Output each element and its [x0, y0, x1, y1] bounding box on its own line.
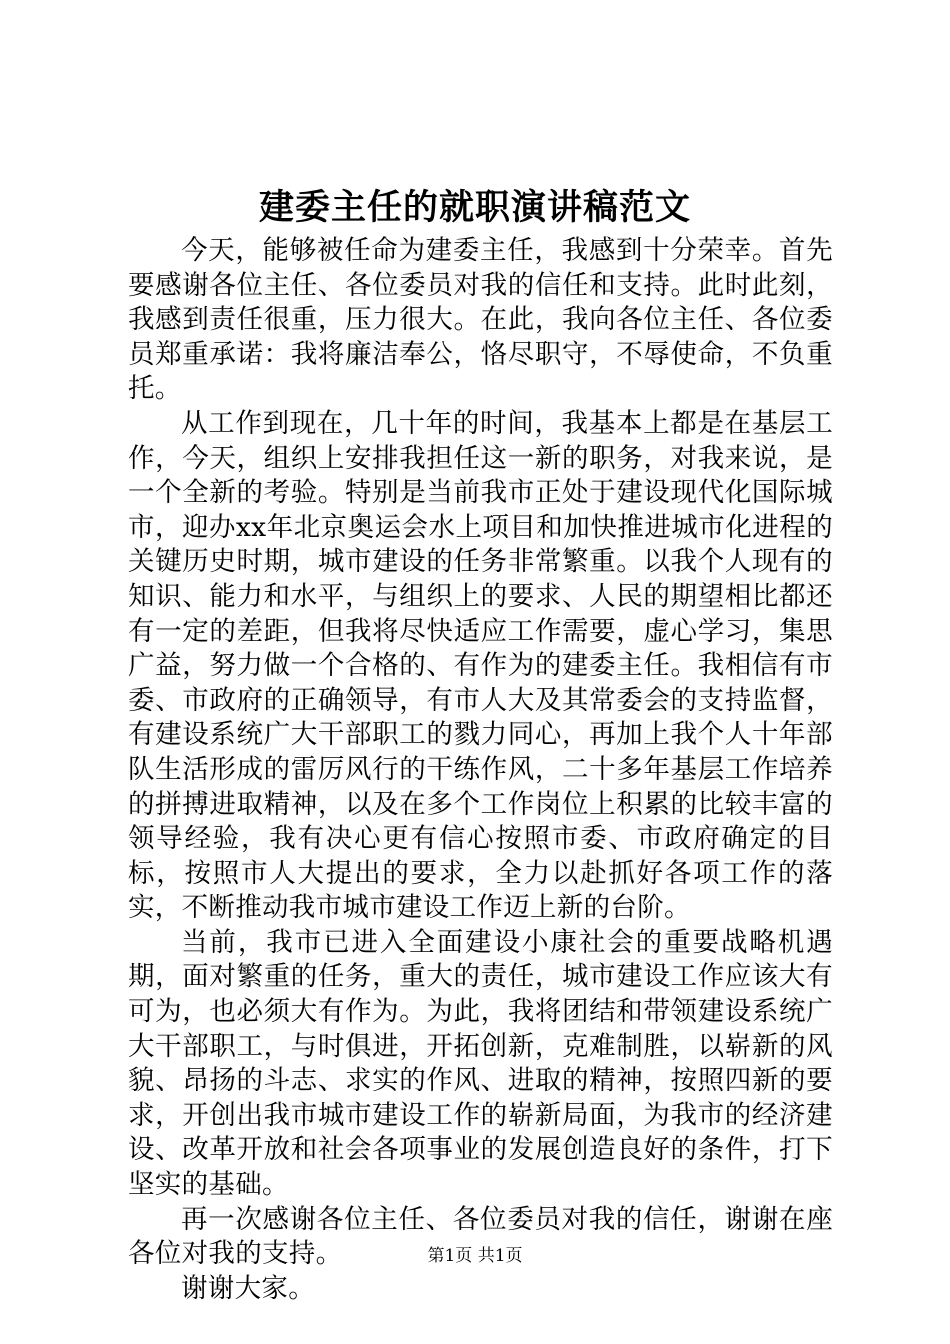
paragraph-1: 今天，能够被任命为建委主任，我感到十分荣幸。首先要感谢各位主任、各位委员对我的信任和支持。此时此刻，我感到责任很重，压力很大。在此，我向各位主任、各位委员郑重承诺：我将廉洁奉公，恪尽职守，不辱使命，不负重托。	[128, 235, 833, 405]
paragraph-3: 当前，我市已进入全面建设小康社会的重要战略机遇期，面对繁重的任务，重大的责任，城市建设工作应该大有可为，也必须大有作为。为此，我将团结和带领建设系统广大干部职工，与时俱进，开拓创新，克难制胜，以崭新的风貌、昂扬的斗志、求实的作风、进取的精神，按照四新的要求，开创出我市城市建设工作的崭新局面，为我市的经济建设、改革开放和社会各项事业的发展创造良好的条件，打下坚实的基础。	[128, 926, 833, 1201]
paragraph-4: 再一次感谢各位主任、各位委员对我的信任，谢谢在座各位对我的支持。	[128, 1203, 833, 1270]
document-title: 建委主任的就职演讲稿范文	[258, 187, 691, 228]
paragraph-5: 谢谢大家。	[181, 1272, 315, 1304]
paragraph-2: 从工作到现在，几十年的时间，我基本上都是在基层工作，今天，组织上安排我担任这一新的职务，对我来说，是一个全新的考验。特别是当前我市正处于建设现代化国际城市，迎办xx年北京奥运会水上项目和加快推进城市化进程的关键历史时期，城市建设的任务非常繁重。以我个人现有的知识、能力和水平，与组织上的要求、人民的期望相比都还有一定的差距，但我将尽快适应工作需要，虚心学习，集思广益，努力做一个合格的、有作为的建委主任。我相信有市委、市政府的正确领导，有市人大及其常委会的支持监督，有建设系统广大干部职工的戮力同心，再加上我个人十年部队生活形成的雷厉风行的干练作风，二十多年基层工作培养的拼搏进取精神，以及在多个工作岗位上积累的比较丰富的领导经验，我有决心更有信心按照市委、市政府确定的目标，按照市人大提出的要求，全力以赴抓好各项工作的落实，不断推动我市城市建设工作迈上新的台阶。	[128, 407, 833, 924]
document-body	[128, 234, 833, 1306]
page-footer: 第1页 共1页	[427, 1246, 523, 1266]
